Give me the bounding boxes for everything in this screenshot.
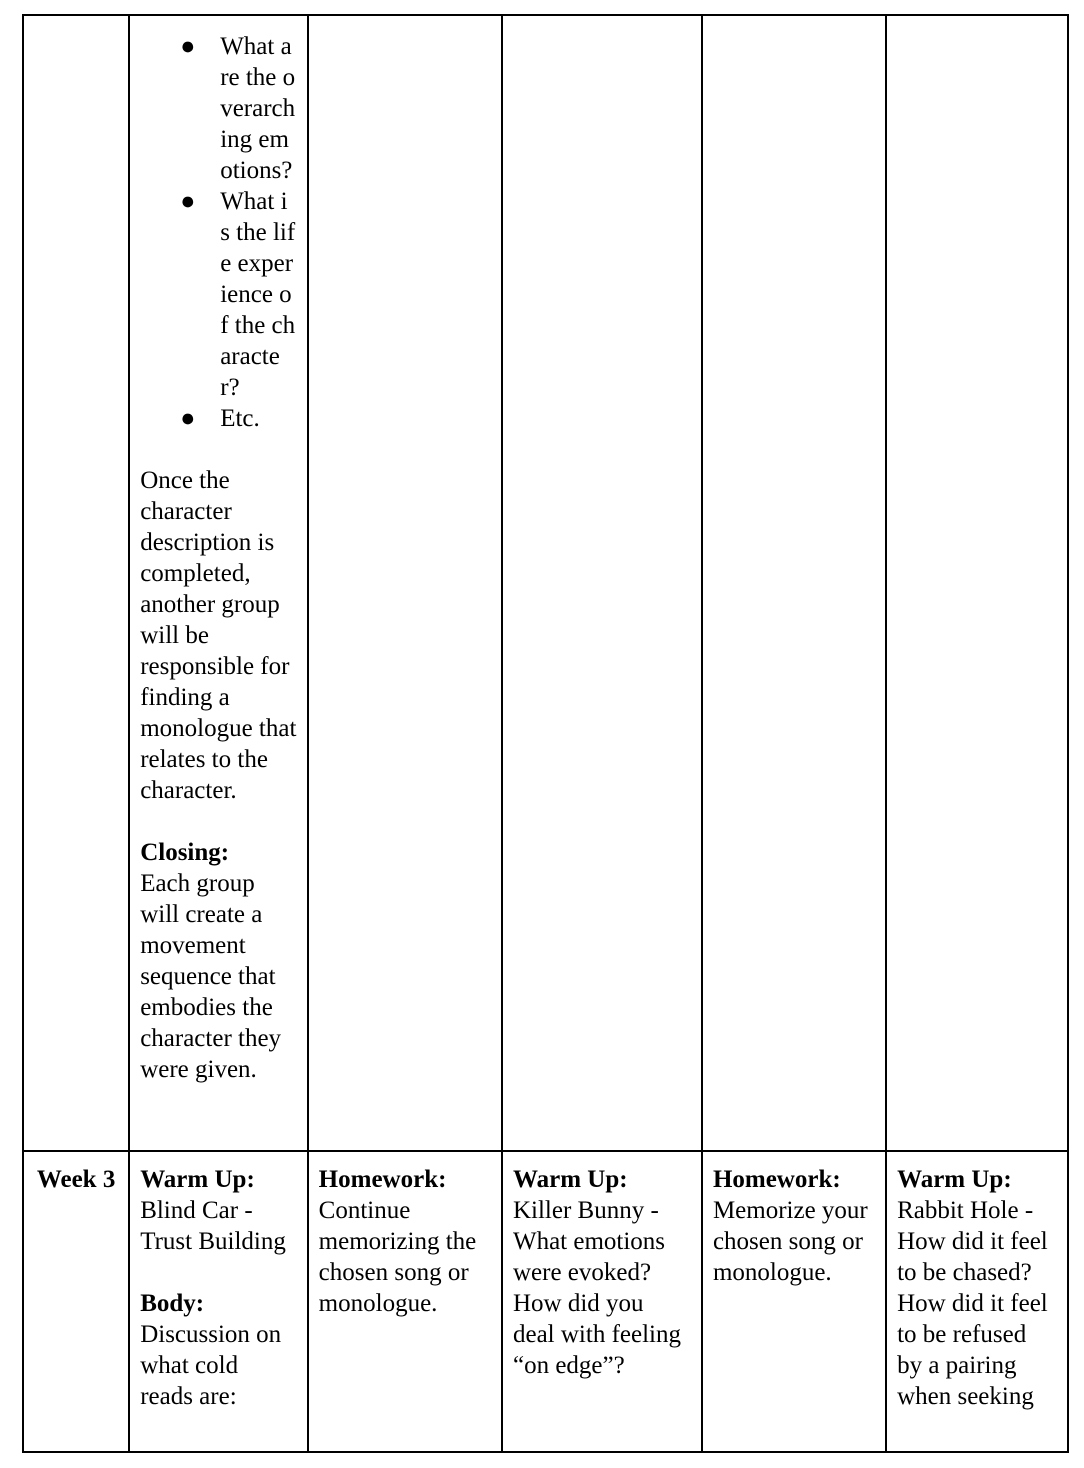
table-row [23, 15, 1068, 1151]
table-row [23, 1151, 1068, 1452]
list-item [180, 403, 296, 434]
bullet-icon: ● [180, 405, 196, 432]
warmup-text: Killer Bunny - What emotions were evoked? How did you deal with feeling “on edge”? [512, 1197, 681, 1379]
week-label: Week 3 [23, 1151, 129, 1452]
warmup-label: Warm Up: [512, 1166, 628, 1193]
activity-paragraph: Once the character description is completed, another group will be responsible for finding a monologue that relates to the character. [140, 467, 297, 804]
warmup-label: Warm Up: [897, 1166, 1012, 1193]
list-item [180, 186, 296, 403]
activity-cell [886, 1151, 1068, 1452]
warmup-text: Blind Car - Trust Building [140, 1197, 286, 1255]
question-list [140, 31, 296, 434]
bullet-icon: ● [180, 33, 196, 60]
closing-label: Closing: [140, 839, 230, 866]
empty-cell [702, 15, 886, 1151]
list-item-text: What is the life experience of the character? [220, 188, 296, 401]
activity-cell [129, 1151, 307, 1452]
body-label: Body: [140, 1290, 205, 1317]
homework-text: Continue memorizing the chosen song or monologue. [318, 1197, 477, 1317]
empty-cell [308, 15, 502, 1151]
warmup-label: Warm Up: [140, 1166, 255, 1193]
bullet-icon: ● [180, 188, 196, 215]
homework-cell [702, 1151, 886, 1452]
homework-label: Homework: [318, 1166, 447, 1193]
activity-cell [129, 15, 307, 1151]
homework-label: Homework: [712, 1166, 841, 1193]
closing-text: Each group will create a movement sequence that embodies the character they were given. [140, 870, 282, 1083]
empty-cell [502, 15, 702, 1151]
list-item-text: Etc. [220, 405, 260, 432]
empty-cell [886, 15, 1068, 1151]
activity-cell [502, 1151, 702, 1452]
lesson-plan-table [22, 14, 1069, 1453]
warmup-text: Rabbit Hole - How did it feel to be chased? How did it feel to be refused by a pairing when seeking [897, 1197, 1048, 1410]
homework-text: Memorize your chosen song or monologue. [712, 1197, 868, 1286]
list-item-text: What are the overarching emotions? [220, 33, 296, 184]
week-cell-empty [23, 15, 129, 1151]
list-item [180, 31, 296, 186]
homework-cell [308, 1151, 502, 1452]
body-text: Discussion on what cold reads are: [140, 1321, 282, 1410]
